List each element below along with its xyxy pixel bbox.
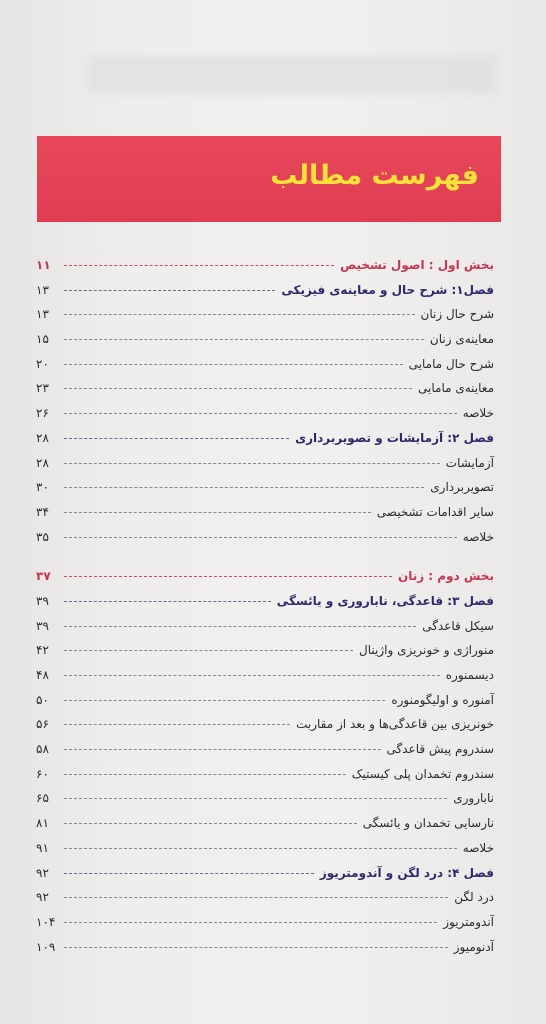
section-gap xyxy=(36,554,494,569)
toc-item-row xyxy=(36,890,494,915)
dashed-leader xyxy=(64,600,271,602)
toc-page-number: ۳۹ xyxy=(36,618,49,633)
toc-entry-title: سیکل قاعدگی xyxy=(422,618,494,633)
toc-entry-title: منوراژی و خونریزی واژینال xyxy=(359,643,494,658)
dashed-leader xyxy=(64,536,457,538)
dashed-leader xyxy=(64,363,403,365)
toc-entry-title: ناباروری xyxy=(453,791,494,806)
toc-page-number: ۵۰ xyxy=(36,692,49,707)
toc-item-row xyxy=(36,456,494,481)
dashed-leader xyxy=(64,773,346,775)
toc-page-number: ۴۸ xyxy=(36,668,49,682)
page-title: فهرست مطالب xyxy=(270,160,479,191)
toc-item-row xyxy=(36,381,494,406)
toc-chapter-row xyxy=(36,866,494,891)
toc-page-number: ۳۰ xyxy=(36,480,49,495)
toc-entry-title: سندروم پیش قاعدگی xyxy=(386,742,494,757)
toc-entry-title: خلاصه xyxy=(462,840,494,855)
toc-page-number: ۳۴ xyxy=(36,504,49,519)
dashed-leader xyxy=(64,437,289,439)
dashed-leader xyxy=(64,412,457,414)
toc-page-number: ۹۲ xyxy=(36,890,49,905)
toc-item-row xyxy=(36,619,494,644)
toc-section-part-2 xyxy=(36,569,494,964)
toc-page-number: ۱۰۹ xyxy=(36,939,56,954)
toc-page-number: ۱۱ xyxy=(36,258,51,272)
toc-section-part-1 xyxy=(36,258,494,554)
toc-chapter-row xyxy=(36,283,494,308)
dashed-leader xyxy=(64,872,314,874)
dashed-leader xyxy=(64,625,416,627)
toc-item-row xyxy=(36,717,494,742)
dashed-leader xyxy=(64,674,440,676)
toc-item-row xyxy=(36,693,494,718)
toc-entry-title: معاینه‌ی زنان xyxy=(429,332,494,347)
toc-item-row xyxy=(36,357,494,382)
toc-item-row xyxy=(36,480,494,505)
dashed-leader xyxy=(64,723,290,725)
dashed-leader xyxy=(64,748,381,750)
toc-entry-title: خونریزی بین قاعدگی‌ها و بعد از مقاربت xyxy=(296,717,494,732)
dashed-leader xyxy=(64,822,357,824)
toc-entry-title: بخش اول : اصول تشخیص xyxy=(340,258,494,272)
toc-page-number: ۴۲ xyxy=(36,643,49,658)
dashed-leader xyxy=(64,264,334,266)
toc-entry-title: معاینه‌ی مامایی xyxy=(418,381,494,396)
toc-chapter-row xyxy=(36,594,494,619)
dashed-leader xyxy=(64,338,424,340)
toc-page-number: ۱۵ xyxy=(36,332,49,347)
toc-page-number: ۱۰۴ xyxy=(36,914,56,929)
toc-entry-title: شرح حال زنان xyxy=(420,307,494,322)
toc-page-number: ۲۰ xyxy=(36,356,49,371)
toc-entry-title: آندومتریوز xyxy=(443,914,494,929)
toc-entry-title: خلاصه xyxy=(462,529,494,544)
dashed-leader xyxy=(64,511,371,513)
toc-page-number: ۸۱ xyxy=(36,816,49,831)
toc-page-number: ۲۸ xyxy=(36,455,49,470)
toc-entry-title: درد لگن xyxy=(454,890,494,905)
dashed-leader xyxy=(64,486,424,488)
dashed-leader xyxy=(64,289,275,291)
toc-entry-title: آمنوره و اولیگومنوره xyxy=(391,692,494,707)
toc-item-row xyxy=(36,742,494,767)
bleed-through-shadow xyxy=(88,55,498,95)
toc-item-row xyxy=(36,915,494,940)
toc-item-row xyxy=(36,767,494,792)
toc-item-row xyxy=(36,791,494,816)
toc-item-row xyxy=(36,406,494,431)
toc-page-number: ۱۳ xyxy=(36,307,49,322)
toc-entry-title: آدنومیوز xyxy=(453,939,494,954)
toc-page-number: ۳۹ xyxy=(36,593,49,608)
toc-entry-title: شرح حال مامایی xyxy=(408,356,494,371)
toc-item-row xyxy=(36,332,494,357)
toc-entry-title: فصل ۲: آزمایشات و تصویربرداری xyxy=(295,430,494,445)
toc-entry-title: بخش دوم : زنان xyxy=(397,569,494,584)
toc-item-row xyxy=(36,307,494,332)
toc-entry-title: فصل ۴: درد لگن و آندومتریوز xyxy=(319,865,494,880)
toc-entry-title: فصل ۳: قاعدگی، ناباروری و یائسگی xyxy=(276,593,494,608)
dashed-leader xyxy=(64,387,412,389)
dashed-leader xyxy=(64,575,392,577)
toc-part-row xyxy=(36,569,494,594)
toc-entry-title: خلاصه xyxy=(462,406,494,421)
toc-page-number: ۹۲ xyxy=(36,865,49,880)
toc-page-number: ۳۵ xyxy=(36,529,49,544)
toc-item-row xyxy=(36,668,494,693)
toc-entry-title: آزمایشات xyxy=(445,455,494,470)
toc-entry-title: دیسمنوره xyxy=(445,668,494,682)
toc-page-number: ۲۳ xyxy=(36,381,49,396)
toc-item-row xyxy=(36,530,494,555)
toc-page-number: ۲۸ xyxy=(36,430,49,445)
dashed-leader xyxy=(64,462,440,464)
toc-item-row xyxy=(36,841,494,866)
toc-page-number: ۹۱ xyxy=(36,840,49,855)
toc-page-number: ۱۳ xyxy=(36,282,49,297)
dashed-leader xyxy=(64,797,447,799)
dashed-leader xyxy=(64,847,457,849)
toc-page-number: ۵۸ xyxy=(36,742,49,757)
toc-page-number: ۶۵ xyxy=(36,791,49,806)
toc-entry-title: سندروم تخمدان پلی کیستیک xyxy=(351,766,494,781)
dashed-leader xyxy=(64,699,385,701)
toc-entry-title: نارسایی تخمدان و یائسگی xyxy=(362,816,494,831)
toc-item-row xyxy=(36,505,494,530)
toc-header-banner xyxy=(37,136,501,222)
dashed-leader xyxy=(64,896,448,898)
toc-entry-title: تصویربرداری xyxy=(430,480,494,495)
toc-chapter-row xyxy=(36,431,494,456)
toc-page-number: ۵۶ xyxy=(36,717,49,732)
dashed-leader xyxy=(64,313,415,315)
dashed-leader xyxy=(64,946,448,948)
toc-part-row xyxy=(36,258,494,283)
dashed-leader xyxy=(64,649,353,651)
table-of-contents xyxy=(36,258,494,964)
toc-page-number: ۲۶ xyxy=(36,406,49,421)
toc-item-row xyxy=(36,643,494,668)
toc-entry-title: فصل۱: شرح حال و معاینه‌ی فیزیکی xyxy=(281,282,494,297)
toc-item-row xyxy=(36,940,494,965)
toc-page-number: ۳۷ xyxy=(36,569,51,584)
dashed-leader xyxy=(64,921,437,923)
toc-item-row xyxy=(36,816,494,841)
toc-page-number: ۶۰ xyxy=(36,766,49,781)
toc-entry-title: سایر اقدامات تشخیصی xyxy=(376,504,494,519)
